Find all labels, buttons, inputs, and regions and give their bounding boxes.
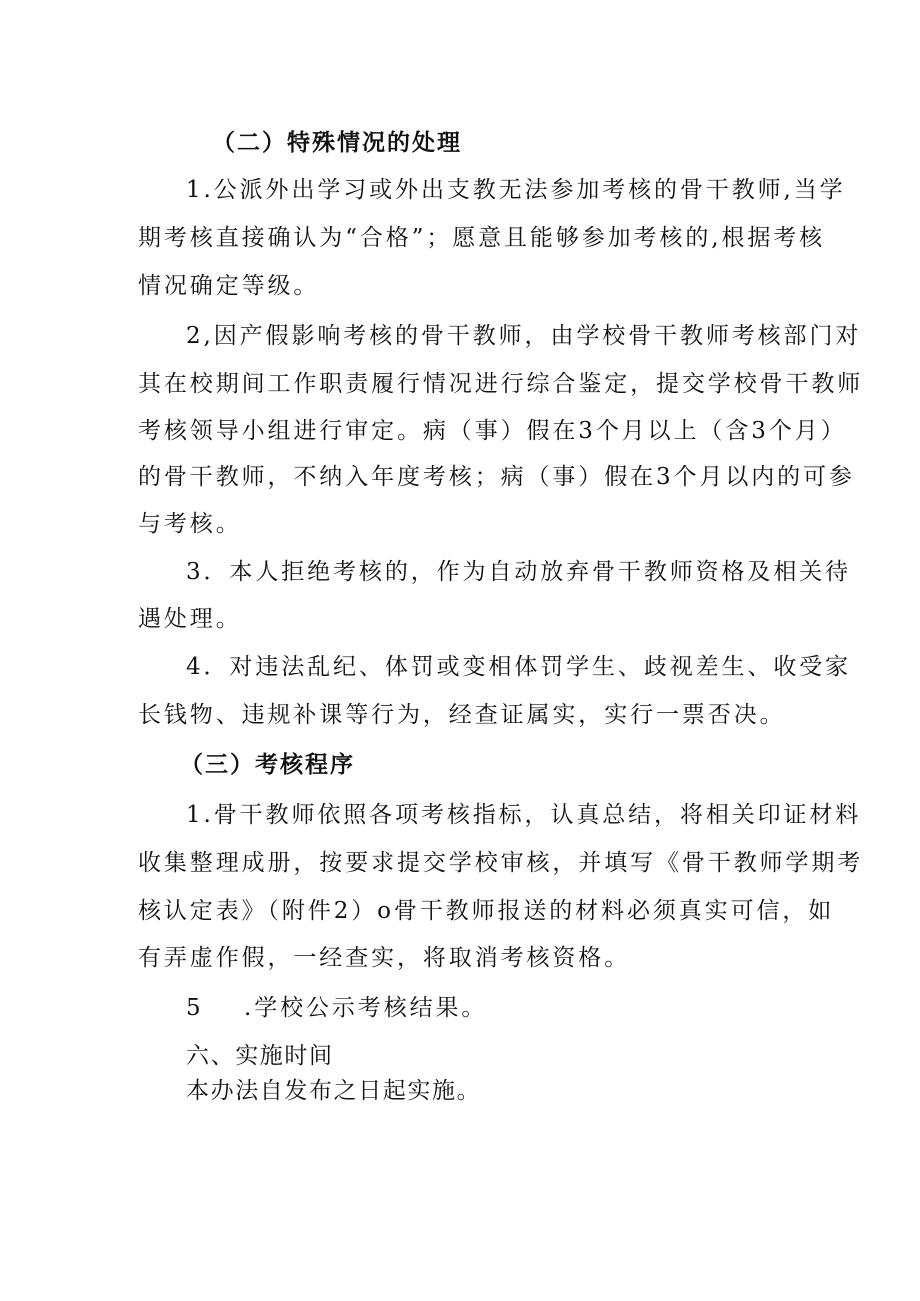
text-line: 2,因产假影响考核的骨干教师，由学校骨干教师考核部门对 bbox=[186, 323, 862, 349]
text-line: 期考核直接确认为“合格”；愿意且能够参加考核的,根据考核 bbox=[138, 225, 826, 251]
section-heading-implementation: 六、实施时间 bbox=[186, 1043, 334, 1069]
text-line: 与考核。 bbox=[138, 511, 242, 537]
text-line: 核认定表》（附件2）o骨干教师报送的材料必须真实可信，如 bbox=[138, 898, 835, 924]
text-line: 遇处理。 bbox=[138, 606, 242, 632]
section-heading-special-cases: （二）特殊情况的处理 bbox=[212, 130, 462, 156]
text-line: 情况确定等级。 bbox=[138, 273, 320, 299]
text-line: .学校公示考核结果。 bbox=[244, 995, 488, 1021]
implementation-text: 本办法自发布之日起实施。 bbox=[186, 1078, 482, 1104]
text-line: 收集整理成册，按要求提交学校审核，并填写《骨干教师学期考 bbox=[138, 850, 864, 876]
section-heading-procedure: （三）考核程序 bbox=[180, 752, 355, 778]
text-line: 的骨干教师，不纳入年度考核；病（事）假在3个月以内的可参 bbox=[138, 464, 855, 490]
text-line: 有弄虚作假，一经查实，将取消考核资格。 bbox=[138, 945, 631, 971]
text-line: 1.公派外出学习或外出支教无法参加考核的骨干教师,当学 bbox=[186, 177, 846, 203]
text-line: 4．对违法乱纪、体罚或变相体罚学生、歧视差生、收受家 bbox=[186, 654, 852, 680]
item-number: 5 bbox=[186, 995, 204, 1021]
text-line: 3．本人拒绝考核的，作为自动放弃骨干教师资格及相关待 bbox=[186, 559, 852, 585]
text-line: 长钱物、违规补课等行为，经查证属实，实行一票否决。 bbox=[138, 702, 786, 728]
text-line: 1.骨干教师依照各项考核指标，认真总结，将相关印证材料 bbox=[186, 802, 862, 828]
text-line: 其在校期间工作职责履行情况进行综合鉴定，提交学校骨干教师 bbox=[138, 371, 864, 397]
text-line: 考核领导小组进行审定。病（事）假在3个月以上（含3个月） bbox=[138, 418, 847, 444]
